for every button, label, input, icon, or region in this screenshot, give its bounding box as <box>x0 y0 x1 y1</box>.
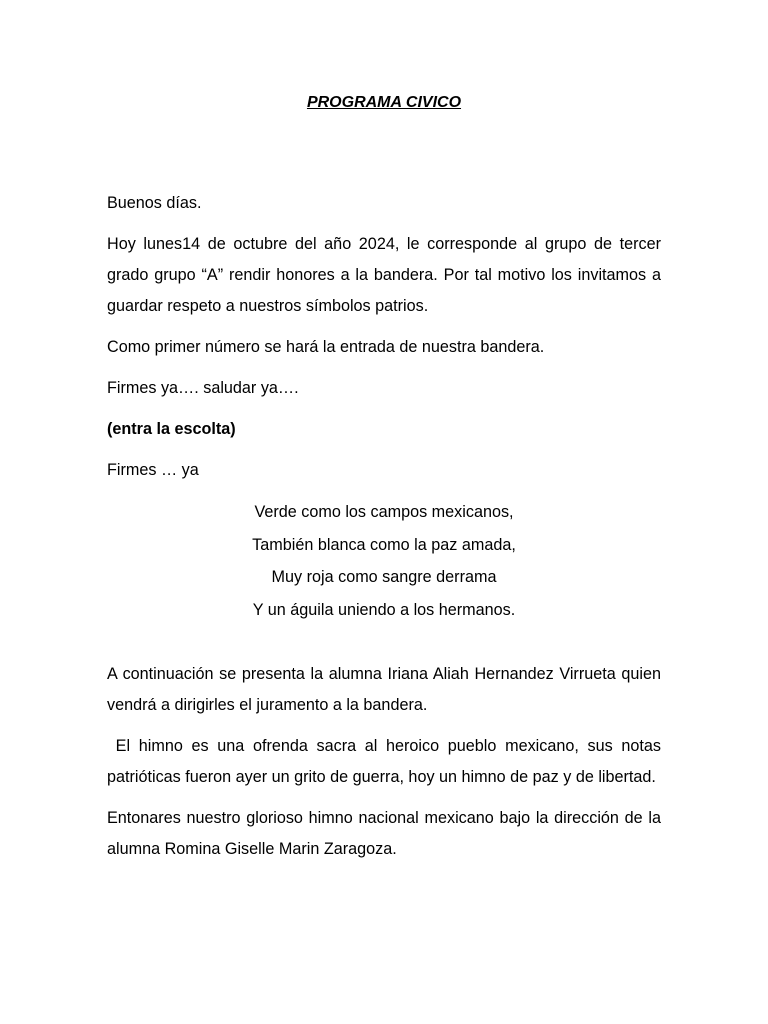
spacer <box>107 636 661 659</box>
oath-paragraph: A continuación se presenta la alumna Iriana Aliah Hernandez Virrueta quien vendrá a dirigirles el juramento a la bandera. <box>107 665 661 714</box>
poem-line: También blanca como la paz amada, <box>252 535 516 554</box>
flag-poem <box>107 496 661 626</box>
anthem-direction-paragraph: Entonares nuestro glorioso himno nacional mexicano bajo la dirección de la alumna Romina Giselle Marin Zaragoza. <box>107 809 661 858</box>
poem-line: Y un águila uniendo a los hermanos. <box>252 600 516 619</box>
document-body <box>107 188 666 875</box>
escort-paragraph: (entra la escolta) <box>107 420 236 438</box>
command-paragraph-1: Firmes ya…. saludar ya…. <box>107 379 299 397</box>
command-paragraph-2: Firmes … ya <box>107 461 199 479</box>
first-number-paragraph: Como primer número se hará la entrada de nuestra bandera. <box>107 338 545 356</box>
intro-paragraph: Hoy lunes14 de octubre del año 2024, le corresponde al grupo de tercer grado grupo “A” rendir honores a la bandera. Por tal motivo los invitamos a guardar respeto a nuestros símbolos patrios. <box>107 235 661 315</box>
poem-line: Muy roja como sangre derrama <box>271 568 497 586</box>
anthem-note-paragraph: El himno es una ofrenda sacra al heroico pueblo mexicano, sus notas patrióticas fueron ayer un grito de guerra, hoy un himno de paz y de libertad. <box>107 737 666 786</box>
greeting-paragraph: Buenos días. <box>107 194 202 212</box>
page-title: PROGRAMA CIVICO <box>306 94 462 111</box>
poem-line: Verde como los campos mexicanos, <box>254 503 514 521</box>
